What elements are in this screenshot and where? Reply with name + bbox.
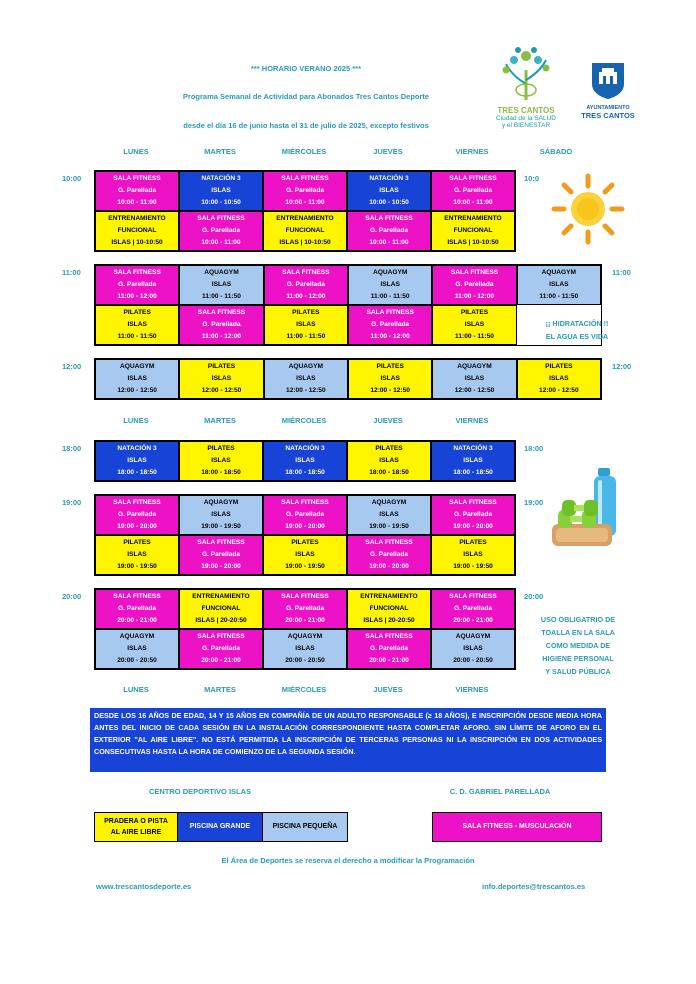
activity-line: 11:00 - 12:00 <box>286 292 326 300</box>
activity-cell <box>263 211 347 251</box>
activity-line: SALA FITNESS <box>281 174 329 182</box>
activity-cell <box>263 495 347 535</box>
activity-line: 11:00 - 11:50 <box>286 332 326 340</box>
activity-line: ISLAS <box>296 320 316 328</box>
activity-line: PILATES <box>376 362 404 370</box>
schedule-dates: desde el día 16 de junio hasta el 31 de julio de 2025, excepto festivos <box>183 121 429 130</box>
activity-line: 12:00 - 12:50 <box>201 386 242 394</box>
activity-line: G. Parellada <box>201 644 241 652</box>
activity-line: AQUAGYM <box>372 268 408 276</box>
activity-line: ISLAS <box>127 550 147 558</box>
activity-line: NATACIÓN 3 <box>117 444 157 452</box>
activity-line: ENTRENAMIENTO <box>192 592 250 600</box>
activity-cell <box>432 305 516 345</box>
ayuntamiento-logo <box>580 60 636 124</box>
activity-line: PILATES <box>207 362 236 370</box>
activity-line: SALA FITNESS <box>113 174 161 182</box>
legend-pradera-line1: PRADERA O PISTA <box>104 817 168 825</box>
activity-line: AQUAGYM <box>455 632 491 640</box>
hydration-note <box>526 318 628 343</box>
activity-line: ISLAS <box>463 456 483 464</box>
dumbbells-bottle-icon <box>548 462 634 552</box>
activity-line: SALA FITNESS <box>113 498 161 506</box>
time-label: 18:00 <box>524 444 544 453</box>
activity-line: ISLAS <box>549 280 569 288</box>
activity-cell <box>431 441 515 481</box>
activity-line: PILATES <box>123 308 151 316</box>
day-header: JUEVES <box>373 147 403 156</box>
activity-line: 11:00 - 12:00 <box>370 332 410 340</box>
activity-line: ISLAS <box>379 510 399 518</box>
salud-logo-sub1: Ciudad de la SALUD <box>496 115 556 122</box>
time-label: 10:0 <box>524 174 540 183</box>
activity-line: 19:00 - 19:50 <box>201 522 241 530</box>
towel-line: COMO MEDIDA DE <box>545 640 611 650</box>
activity-cell <box>264 359 348 399</box>
activity-line: SALA FITNESS <box>197 214 245 222</box>
day-header-row-middle <box>94 416 514 425</box>
activity-line: G. Parellada <box>117 604 157 612</box>
activity-line: FUNCIONAL <box>201 604 241 612</box>
activity-cell <box>347 171 431 211</box>
activity-line: 11:00 - 12:00 <box>454 292 495 300</box>
activity-line: 20:00 - 20:50 <box>453 656 493 664</box>
activity-cell <box>179 171 263 211</box>
activity-cell <box>348 265 432 305</box>
activity-line: FUNCIONAL <box>117 226 157 234</box>
activity-line: SALA FITNESS <box>281 498 329 506</box>
activity-line: 12:00 - 12:50 <box>454 386 495 394</box>
activity-line: ISLAS <box>211 510 231 518</box>
activity-cell <box>517 359 601 399</box>
activity-cell <box>431 589 515 629</box>
activity-line: ISLAS <box>464 320 485 328</box>
activity-line: 18:00 - 18:50 <box>453 468 493 476</box>
activity-cell <box>179 589 263 629</box>
activity-line: G. Parellada <box>369 226 409 234</box>
activity-cell <box>263 589 347 629</box>
activity-line: ISLAS <box>379 456 399 464</box>
activity-cell <box>431 211 515 251</box>
legend-parellada-title: C. D. GABRIEL PARELLADA <box>449 787 551 796</box>
activity-line: G. Parellada <box>453 510 493 518</box>
activity-line: 12:00 - 12:50 <box>286 386 326 394</box>
activity-line: PILATES <box>460 308 489 316</box>
activity-line: PILATES <box>291 538 319 546</box>
legend-piscina-pequena: PISCINA PEQUEÑA <box>262 812 348 842</box>
activity-line: ISLAS <box>295 550 315 558</box>
activity-line: PILATES <box>207 444 235 452</box>
day-header: LUNES <box>123 416 149 425</box>
activity-line: 11:00 - 12:00 <box>117 292 157 300</box>
activity-line: 18:00 - 18:50 <box>117 468 157 476</box>
activity-line: NATACIÓN 3 <box>201 174 241 182</box>
time-label: 18:00 <box>62 444 82 453</box>
activity-line: ISLAS <box>463 550 483 558</box>
activity-line: 20:00 - 20:50 <box>285 656 325 664</box>
day-header: MIÉRCOLES <box>281 147 327 156</box>
activity-line: 20:00 - 21:00 <box>285 616 325 624</box>
schedule-title: *** HORARIO VERANO 2025 *** <box>250 64 362 73</box>
activity-cell <box>264 265 348 305</box>
activity-cell <box>263 535 347 575</box>
activity-line: ENTRENAMIENTO <box>444 214 502 222</box>
activity-cell <box>431 495 515 535</box>
activity-line: 11:00 - 11:50 <box>539 292 579 300</box>
activity-line: ISLAS <box>211 456 231 464</box>
activity-line: 19:00 - 19:50 <box>117 562 157 570</box>
activity-line: 10:00 - 11:00 <box>201 238 241 246</box>
activity-cell <box>263 171 347 211</box>
schedule-block-1800 <box>94 440 516 482</box>
ayuntamiento-line1: AYUNTAMIENTO <box>586 105 630 111</box>
activity-line: AQUAGYM <box>371 498 407 506</box>
activity-line: 19:00 - 19:50 <box>369 522 409 530</box>
activity-line: PILATES <box>292 308 320 316</box>
activity-cell <box>348 305 432 345</box>
activity-cell <box>347 629 431 669</box>
activity-line: SALA FITNESS <box>197 538 245 546</box>
activity-line: AQUAGYM <box>203 498 239 506</box>
activity-line: G. Parellada <box>285 186 325 194</box>
activity-line: 11:00 - 11:50 <box>202 292 241 300</box>
towel-line: HIGIENE PERSONAL <box>542 653 614 663</box>
activity-line: AQUAGYM <box>119 362 155 370</box>
activity-line: SALA FITNESS <box>365 538 413 546</box>
activity-cell <box>179 359 263 399</box>
activity-line: FUNCIONAL <box>453 226 493 234</box>
activity-line: 19:00 - 20:00 <box>117 522 157 530</box>
activity-cell <box>263 629 347 669</box>
activity-line: ISLAS <box>380 280 400 288</box>
town-hall-shield-icon <box>588 60 628 100</box>
day-header: JUEVES <box>373 416 403 425</box>
schedule-block-1000 <box>94 170 516 252</box>
activity-line: 11:00 - 12:00 <box>201 332 242 340</box>
activity-cell <box>95 495 179 535</box>
salud-logo-sub2: y el BIENESTAR <box>501 122 551 130</box>
activity-line: ISLAS <box>127 374 147 382</box>
activity-cell <box>347 535 431 575</box>
activity-line: SALA FITNESS <box>449 592 497 600</box>
towel-note <box>526 614 630 679</box>
activity-line: ISLAS | 20-20:50 <box>363 616 415 624</box>
activity-line: 12:00 - 12:50 <box>539 386 579 394</box>
activity-line: SALA FITNESS <box>449 498 497 506</box>
footer-disclaimer: El Área de Deportes se reserva el derecho a modificar la Programación <box>221 856 475 865</box>
activity-line: SALA FITNESS <box>113 592 161 600</box>
rules-box: DESDE LOS 16 AÑOS DE EDAD, 14 Y 15 AÑOS EN COMPAÑÍA DE UN ADULTO RESPONSABLE (≥ 18 AÑOS), E INSCRIPCIÓN DESDE MEDIA HORA ANTES DEL INICIO DE CADA SESIÓN EN LA INSTALACIÓN CORRESPONDIENTE HASTA COMPLETAR AFORO. SIN LÍMITE DE AFORO EN EL EXTERIOR "AL AIRE LIBRE". NO ESTÁ PERMITIDA LA INSCRIPCIÓN DE TERCERAS PERSONAS NI LA INSCRIPCIÓN EN DOS ACTIVIDADES CONSECUTIVAS HASTA LA HORA DE COMIENZO DE LA SEGUNDA SESIÓN. <box>90 708 606 772</box>
towel-line: Y SALUD PÚBLICA <box>545 666 611 676</box>
activity-line: SALA FITNESS <box>449 174 497 182</box>
activity-line: 10:00 - 11:00 <box>369 238 409 246</box>
activity-line: AQUAGYM <box>119 632 155 640</box>
activity-cell <box>431 535 515 575</box>
activity-line: G. Parellada <box>117 510 157 518</box>
activity-line: NATACIÓN 3 <box>285 444 325 452</box>
activity-cell <box>95 441 179 481</box>
activity-line: SALA FITNESS <box>197 632 245 640</box>
schedule-block-1900 <box>94 494 516 576</box>
activity-line: G. Parellada <box>202 320 241 328</box>
activity-line: PILATES <box>375 444 403 452</box>
activity-line: ISLAS <box>463 644 483 652</box>
activity-line: 20:00 - 21:00 <box>117 616 157 624</box>
activity-cell <box>179 211 263 251</box>
activity-line: G. Parellada <box>369 644 409 652</box>
activity-line: ISLAS | 10-10:50 <box>447 238 499 246</box>
schedule-block-2000 <box>94 588 516 670</box>
activity-line: 19:00 - 20:00 <box>369 562 409 570</box>
footer-website[interactable]: www.trescantosdeporte.es <box>96 882 192 891</box>
activity-line: ISLAS | 20-20:50 <box>195 616 247 624</box>
hydration-line2: EL AGUA ES VIDA <box>545 331 609 341</box>
day-header: VIERNES <box>455 147 489 156</box>
tree-logo-icon <box>484 44 568 102</box>
time-label: 11:00 <box>62 268 81 277</box>
activity-line: 20:00 - 21:00 <box>453 616 493 624</box>
activity-cell <box>517 265 601 305</box>
activity-line: PILATES <box>123 538 151 546</box>
activity-line: AQUAGYM <box>288 362 324 370</box>
activity-line: ISLAS <box>464 374 485 382</box>
activity-line: PILATES <box>545 362 573 370</box>
towel-line: TOALLA EN LA SALA <box>541 627 615 637</box>
time-label: 19:00 <box>62 498 82 507</box>
activity-line: 18:00 - 18:50 <box>369 468 409 476</box>
activity-cell <box>347 211 431 251</box>
activity-line: G. Parellada <box>285 604 325 612</box>
activity-line: ISLAS <box>127 320 147 328</box>
activity-cell <box>432 359 516 399</box>
activity-cell <box>179 535 263 575</box>
activity-cell <box>95 305 179 345</box>
activity-line: SALA FITNESS <box>365 214 413 222</box>
activity-cell <box>347 495 431 535</box>
day-header: LUNES <box>123 147 149 156</box>
activity-line: 19:00 - 19:50 <box>285 562 325 570</box>
activity-line: SALA FITNESS <box>365 632 413 640</box>
activity-line: G. Parellada <box>201 550 241 558</box>
activity-cell <box>179 441 263 481</box>
time-label: 12:00 <box>62 362 82 371</box>
activity-cell <box>348 359 432 399</box>
activity-cell <box>95 629 179 669</box>
activity-cell <box>179 629 263 669</box>
activity-line: ENTRENAMIENTO <box>108 214 166 222</box>
legend-pradera-line2: AL AIRE LIBRE <box>110 829 162 836</box>
activity-line: AQUAGYM <box>287 632 323 640</box>
day-header: MARTES <box>204 685 236 694</box>
activity-line: ISLAS | 10-10:50 <box>279 238 331 246</box>
activity-line: ISLAS <box>296 374 316 382</box>
activity-line: FUNCIONAL <box>369 604 409 612</box>
activity-line: PILATES <box>459 538 487 546</box>
activity-line: 19:00 - 20:00 <box>201 562 241 570</box>
activity-line: SALA FITNESS <box>282 268 330 276</box>
activity-line: G. Parellada <box>285 510 325 518</box>
activity-line: G. Parellada <box>369 550 409 558</box>
activity-line: FUNCIONAL <box>285 226 325 234</box>
activity-line: ISLAS <box>127 644 147 652</box>
activity-line: 10:00 - 11:00 <box>453 198 493 206</box>
activity-line: 18:00 - 18:50 <box>285 468 325 476</box>
activity-line: 20:00 - 21:00 <box>369 656 409 664</box>
activity-line: G. Parellada <box>118 280 157 288</box>
activity-line: ISLAS <box>211 374 232 382</box>
day-header: VIERNES <box>455 416 489 425</box>
legend-pradera <box>94 812 178 842</box>
activity-line: AQUAGYM <box>204 268 239 276</box>
activity-line: AQUAGYM <box>457 362 492 370</box>
activity-line: G. Parellada <box>455 280 494 288</box>
activity-line: ISLAS | 10-10:50 <box>111 238 163 246</box>
activity-cell <box>95 211 179 251</box>
ayuntamiento-line2: TRES CANTOS <box>581 110 635 120</box>
activity-line: 19:00 - 20:00 <box>285 522 325 530</box>
salud-logo <box>484 44 568 130</box>
activity-cell <box>95 359 179 399</box>
activity-line: SALA FITNESS <box>281 592 329 600</box>
footer-email[interactable]: info.deportes@trescantos.es <box>482 882 586 891</box>
activity-cell <box>95 589 179 629</box>
activity-line: SALA FITNESS <box>450 268 499 276</box>
activity-line: ISLAS <box>549 374 569 382</box>
time-label: 12:00 <box>612 362 632 371</box>
activity-line: 19:00 - 19:50 <box>453 562 493 570</box>
activity-line: ISLAS <box>295 456 315 464</box>
day-header: JUEVES <box>373 685 403 694</box>
activity-line: SALA FITNESS <box>366 308 414 316</box>
activity-cell <box>432 265 516 305</box>
activity-line: 18:00 - 18:50 <box>201 468 241 476</box>
legend-piscina-grande: PISCINA GRANDE <box>177 812 263 842</box>
legend-sala-fitness: SALA FITNESS - MUSCULACIÓN <box>432 812 602 842</box>
activity-cell <box>179 495 263 535</box>
activity-line: ENTRENAMIENTO <box>360 592 418 600</box>
salud-logo-title: TRES CANTOS <box>497 106 555 115</box>
activity-line: NATACIÓN 3 <box>453 444 493 452</box>
activity-line: 20:00 - 20:50 <box>117 656 157 664</box>
time-label: 10:00 <box>62 174 82 183</box>
activity-cell <box>263 441 347 481</box>
activity-cell <box>179 305 263 345</box>
activity-line: G. Parellada <box>453 604 493 612</box>
activity-line: ENTRENAMIENTO <box>276 214 334 222</box>
day-header: MIÉRCOLES <box>281 685 327 694</box>
activity-line: ISLAS <box>380 374 400 382</box>
activity-line: 19:00 - 20:00 <box>453 522 493 530</box>
activity-line: SALA FITNESS <box>113 268 161 276</box>
activity-line: G. Parellada <box>371 320 410 328</box>
activity-cell <box>347 441 431 481</box>
hydration-line1: ¡¡ HIDRATACIÓN !! <box>545 319 609 328</box>
activity-line: 11:00 - 11:50 <box>370 292 410 300</box>
activity-line: 10:00 - 11:00 <box>285 198 325 206</box>
activity-cell <box>264 305 348 345</box>
schedule-block-1200 <box>94 358 602 400</box>
activity-line: 10:00 - 11:00 <box>117 198 157 206</box>
activity-line: ISLAS <box>127 456 147 464</box>
activity-line: ISLAS <box>211 280 232 288</box>
day-header: MARTES <box>204 147 236 156</box>
day-header: MIÉRCOLES <box>281 416 327 425</box>
activity-cell <box>179 265 263 305</box>
sun-icon <box>548 170 628 248</box>
activity-line: ISLAS <box>295 644 315 652</box>
time-label: 11:00 <box>612 268 631 277</box>
day-header-row-bottom <box>94 685 514 694</box>
day-header-row-top <box>94 147 598 156</box>
activity-line: G. Parellada <box>117 186 157 194</box>
activity-line: 12:00 - 12:50 <box>117 386 157 394</box>
activity-cell <box>431 171 515 211</box>
activity-line: ISLAS <box>379 186 399 194</box>
activity-line: 11:00 - 11:50 <box>455 332 494 340</box>
activity-line: G. Parellada <box>201 226 241 234</box>
activity-line: AQUAGYM <box>541 268 577 276</box>
activity-line: 12:00 - 12:50 <box>370 386 410 394</box>
schedule-subtitle: Programa Semanal de Actividad para Abonados Tres Cantos Deporte <box>182 92 430 101</box>
time-label: 20:00 <box>62 592 82 601</box>
day-header: LUNES <box>123 685 149 694</box>
activity-line: NATACIÓN 3 <box>369 174 409 182</box>
time-label: 19:00 <box>524 498 544 507</box>
activity-cell <box>95 265 179 305</box>
activity-line: G. Parellada <box>453 186 493 194</box>
towel-line: USO OBLIGATRIO DE <box>540 615 616 624</box>
activity-line: 20:00 - 21:00 <box>201 656 241 664</box>
time-label: 20:00 <box>524 592 544 601</box>
activity-line: ISLAS <box>211 186 231 194</box>
activity-cell <box>95 171 179 211</box>
activity-line: SALA FITNESS <box>197 308 246 316</box>
activity-line: 10:00 - 10:50 <box>201 198 241 206</box>
activity-cell <box>347 589 431 629</box>
day-header: VIERNES <box>455 685 489 694</box>
day-header: SÁBADO <box>539 147 573 156</box>
activity-line: 11:00 - 11:50 <box>117 332 157 340</box>
activity-cell <box>431 629 515 669</box>
activity-line: 10:00 - 10:50 <box>369 198 409 206</box>
activity-cell <box>95 535 179 575</box>
activity-line: G. Parellada <box>286 280 325 288</box>
legend-islas-title: CENTRO DEPORTIVO ISLAS <box>148 787 252 796</box>
day-header: MARTES <box>204 416 236 425</box>
